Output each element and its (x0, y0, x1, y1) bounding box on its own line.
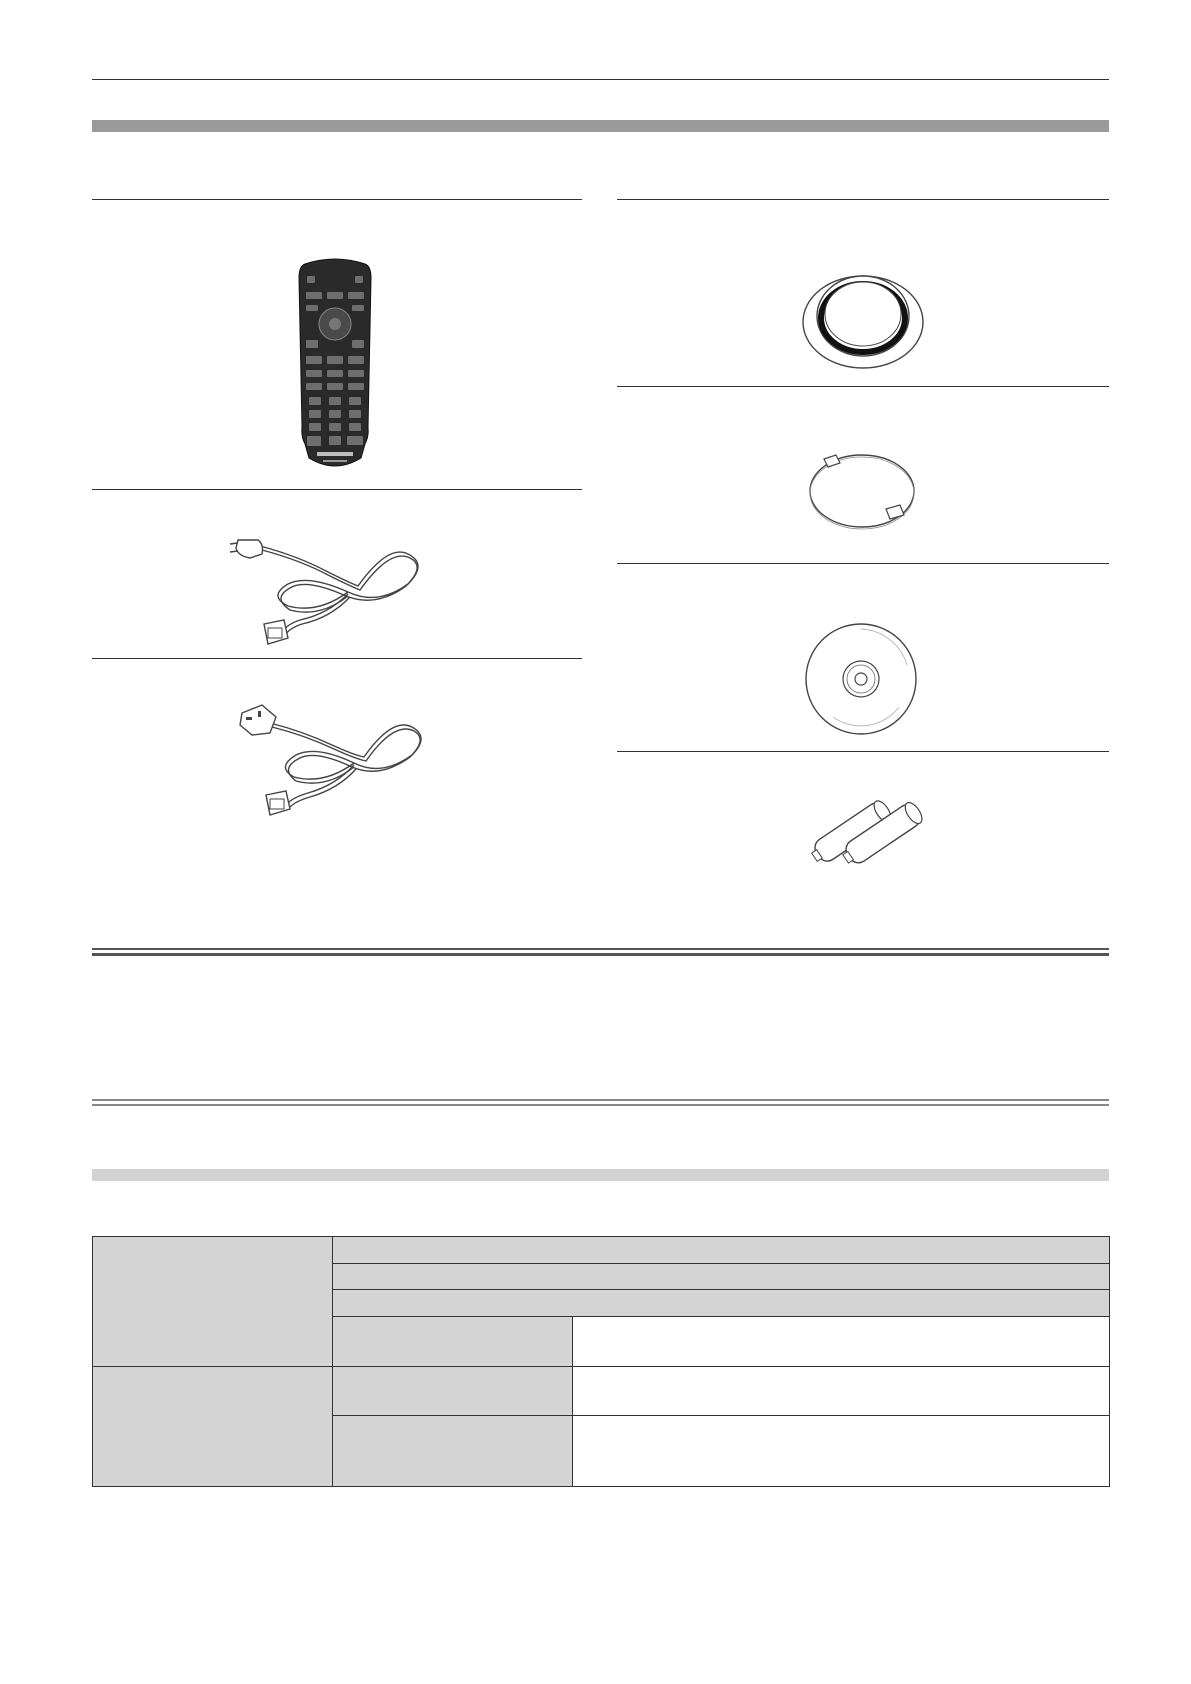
spec-table (92, 1236, 1110, 1487)
accessory-divider (92, 658, 582, 659)
page-header-rule (92, 79, 1109, 80)
power-cord-uk-icon (236, 703, 436, 819)
cd-rom-icon (803, 621, 919, 737)
notice-rule-bottom-2 (92, 1104, 1109, 1106)
lens-cap-icon (806, 447, 918, 531)
accessory-divider (92, 199, 582, 200)
notice-rule-top (92, 948, 1109, 950)
table-cell-sub (333, 1416, 573, 1487)
accessory-divider (92, 489, 582, 490)
table-cell (333, 1264, 1110, 1290)
power-cord-eu-icon (228, 534, 438, 648)
table-cell (573, 1416, 1110, 1487)
lens-ring-icon (800, 266, 926, 372)
table-row (93, 1367, 1110, 1416)
table-cell (573, 1367, 1110, 1416)
accessory-divider (617, 386, 1109, 387)
remote-control-icon (295, 258, 375, 474)
table-cell-group (93, 1367, 333, 1487)
accessory-divider (617, 199, 1109, 200)
accessory-divider (617, 751, 1109, 752)
table-cell (573, 1317, 1110, 1367)
table-row (93, 1237, 1110, 1264)
section-heading-bar-accessories (92, 120, 1109, 132)
table-cell-group (93, 1237, 333, 1367)
aaa-batteries-icon (806, 786, 926, 886)
table-cell (333, 1290, 1110, 1317)
table-cell-sub (333, 1367, 573, 1416)
notice-rule-top-2 (92, 953, 1109, 956)
notice-rule-bottom (92, 1099, 1109, 1101)
table-cell-sub (333, 1317, 573, 1367)
table-cell (333, 1237, 1110, 1264)
accessory-divider (617, 563, 1109, 564)
section-heading-bar-specs (92, 1169, 1109, 1181)
